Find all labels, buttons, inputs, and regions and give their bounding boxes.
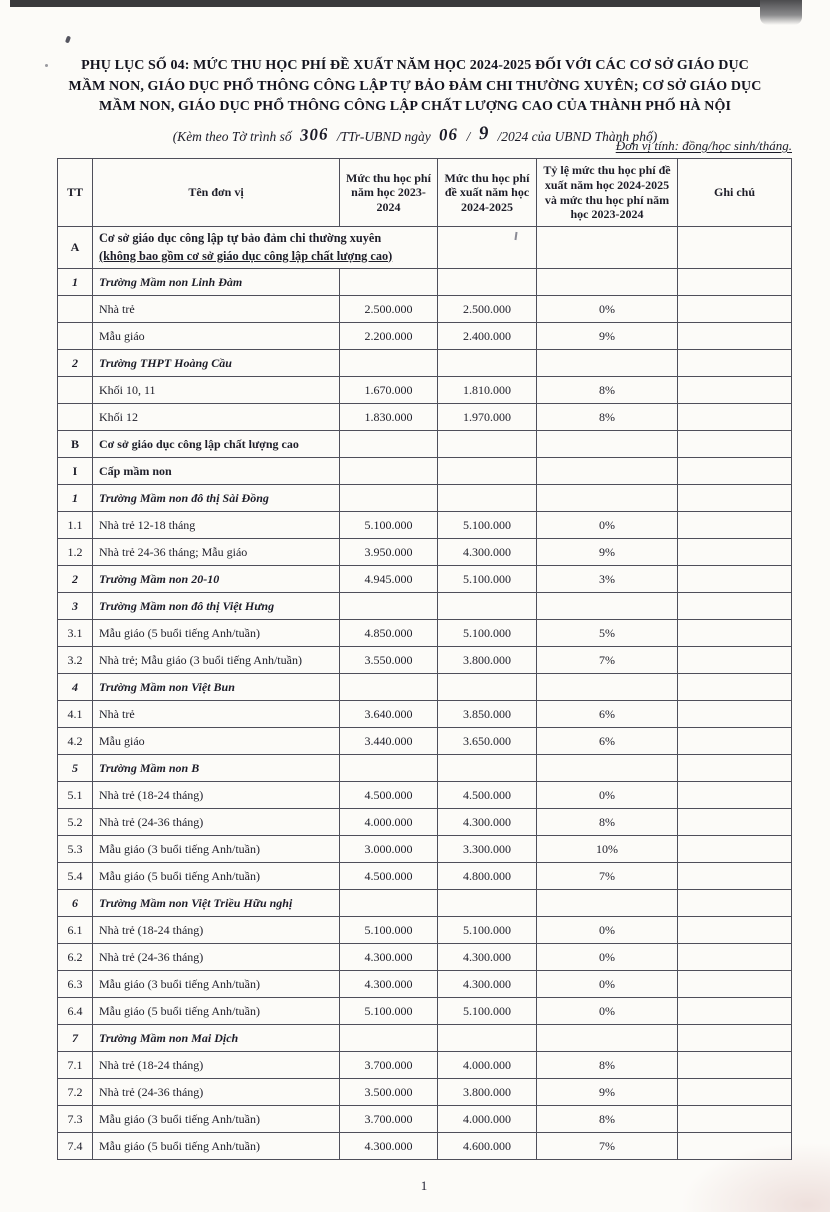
cell-name: Nhà trẻ 24-36 tháng; Mẫu giáo <box>93 539 340 566</box>
cell-tt <box>58 377 93 404</box>
cell-ratio <box>537 350 678 377</box>
cell-ratio <box>537 755 678 782</box>
cell-fee-2023 <box>340 890 438 917</box>
header-fee-2023: Mức thu học phí năm học 2023-2024 <box>340 159 438 227</box>
cell-name <box>93 227 438 269</box>
cell-note <box>678 512 792 539</box>
cell-note <box>678 1106 792 1133</box>
scan-speck <box>65 36 71 44</box>
cell-fee-2024: 3.650.000 <box>438 728 537 755</box>
cell-fee-2024: 3.300.000 <box>438 836 537 863</box>
cell-ratio: 0% <box>537 971 678 998</box>
cell-fee-2024: 4.800.000 <box>438 863 537 890</box>
cell-ratio: 5% <box>537 620 678 647</box>
cell-tt: 5.1 <box>58 782 93 809</box>
cell-tt: 4 <box>58 674 93 701</box>
table-row <box>58 971 792 998</box>
table-row <box>58 701 792 728</box>
title-line-1: PHỤ LỤC SỐ 04: MỨC THU HỌC PHÍ ĐỀ XUẤT NĂM HỌC 2024-2025 ĐỐI VỚI CÁC CƠ SỞ GIÁO DỤC <box>81 58 749 73</box>
cell-tt: 6 <box>58 890 93 917</box>
cell-fee-2024 <box>438 227 537 269</box>
cell-tt: 6.4 <box>58 998 93 1025</box>
cell-fee-2024: 4.300.000 <box>438 944 537 971</box>
cell-ratio <box>537 458 678 485</box>
table-row <box>58 728 792 755</box>
header-unit-name: Tên đơn vị <box>93 159 340 227</box>
handwritten-month: 9 <box>478 122 490 145</box>
cell-name: Trường Mầm non Mai Dịch <box>93 1025 340 1052</box>
cell-note <box>678 296 792 323</box>
cell-ratio: 0% <box>537 944 678 971</box>
cell-name: Mẫu giáo <box>93 728 340 755</box>
table-row <box>58 1052 792 1079</box>
table-body <box>58 227 792 1160</box>
cell-fee-2024: 5.100.000 <box>438 620 537 647</box>
cell-name: Nhà trẻ (24-36 tháng) <box>93 809 340 836</box>
cell-note <box>678 674 792 701</box>
cell-name: Nhà trẻ; Mẫu giáo (3 buổi tiếng Anh/tuần) <box>93 647 340 674</box>
cell-ratio <box>537 227 678 269</box>
cell-note <box>678 593 792 620</box>
table-row <box>58 593 792 620</box>
cell-tt: 2 <box>58 566 93 593</box>
cell-tt: 6.1 <box>58 917 93 944</box>
cell-name: Nhà trẻ (18-24 tháng) <box>93 1052 340 1079</box>
cell-fee-2023: 4.500.000 <box>340 782 438 809</box>
cell-fee-2024: 5.100.000 <box>438 566 537 593</box>
cell-note <box>678 917 792 944</box>
page-number: 1 <box>420 1178 428 1193</box>
table-row <box>58 1106 792 1133</box>
table-header-row <box>58 159 792 227</box>
cell-ratio <box>537 431 678 458</box>
cell-note <box>678 566 792 593</box>
cell-tt: 7.1 <box>58 1052 93 1079</box>
table-row <box>58 863 792 890</box>
table-row <box>58 620 792 647</box>
cell-fee-2024 <box>438 1025 537 1052</box>
cell-fee-2023: 3.700.000 <box>340 1052 438 1079</box>
cell-fee-2023 <box>340 593 438 620</box>
cell-fee-2023 <box>340 269 438 296</box>
table-row <box>58 944 792 971</box>
cell-fee-2024: 4.300.000 <box>438 971 537 998</box>
cell-fee-2023: 5.100.000 <box>340 512 438 539</box>
cell-note <box>678 539 792 566</box>
cell-fee-2023 <box>340 350 438 377</box>
cell-ratio: 9% <box>537 539 678 566</box>
cell-note <box>678 836 792 863</box>
cell-note <box>678 431 792 458</box>
table-row <box>58 1133 792 1160</box>
table-row <box>58 485 792 512</box>
table-row <box>58 890 792 917</box>
cell-name: Cơ sở giáo dục công lập chất lượng cao <box>93 431 340 458</box>
cell-note <box>678 404 792 431</box>
cell-note <box>678 227 792 269</box>
cell-name: Mẫu giáo (3 buổi tiếng Anh/tuần) <box>93 1106 340 1133</box>
table-row <box>58 296 792 323</box>
cell-ratio <box>537 485 678 512</box>
cell-name: Khối 10, 11 <box>93 377 340 404</box>
cell-name: Mẫu giáo (5 buổi tiếng Anh/tuần) <box>93 998 340 1025</box>
tuition-fee-table <box>57 158 792 1160</box>
cell-note <box>678 485 792 512</box>
cell-fee-2024: 5.100.000 <box>438 512 537 539</box>
scan-top-band <box>10 0 800 7</box>
cell-name: Mẫu giáo (3 buổi tiếng Anh/tuần) <box>93 971 340 998</box>
cell-fee-2024: 3.800.000 <box>438 647 537 674</box>
cell-fee-2023: 4.300.000 <box>340 944 438 971</box>
cell-fee-2023 <box>340 458 438 485</box>
cell-ratio: 0% <box>537 917 678 944</box>
cell-name: Trường Mầm non B <box>93 755 340 782</box>
cell-fee-2024: 3.800.000 <box>438 1079 537 1106</box>
cell-note <box>678 269 792 296</box>
handwritten-day: 06 <box>438 124 459 145</box>
cell-fee-2023: 3.640.000 <box>340 701 438 728</box>
table-row <box>58 1025 792 1052</box>
cell-fee-2023: 3.550.000 <box>340 647 438 674</box>
cell-fee-2023: 3.500.000 <box>340 1079 438 1106</box>
cell-fee-2024 <box>438 593 537 620</box>
cell-name: Cấp mầm non <box>93 458 340 485</box>
cell-fee-2023: 4.945.000 <box>340 566 438 593</box>
cell-fee-2023: 5.100.000 <box>340 917 438 944</box>
section-line-1: Cơ sở giáo dục công lập tự bảo đảm chi thường xuyên <box>99 230 382 245</box>
header-note: Ghi chú <box>678 159 792 227</box>
table-header <box>58 159 792 227</box>
cell-note <box>678 998 792 1025</box>
table-row <box>58 431 792 458</box>
cell-name: Mẫu giáo (3 buổi tiếng Anh/tuần) <box>93 836 340 863</box>
cell-note <box>678 323 792 350</box>
cell-fee-2024: 5.100.000 <box>438 998 537 1025</box>
cell-name: Trường Mầm non 20-10 <box>93 566 340 593</box>
cell-fee-2023: 5.100.000 <box>340 998 438 1025</box>
cell-ratio: 8% <box>537 404 678 431</box>
cell-fee-2023 <box>340 1025 438 1052</box>
cell-fee-2024: 1.810.000 <box>438 377 537 404</box>
cell-note <box>678 377 792 404</box>
cell-fee-2024: 3.850.000 <box>438 701 537 728</box>
cell-tt: 7.2 <box>58 1079 93 1106</box>
cell-tt <box>58 296 93 323</box>
cell-name: Trường THPT Hoàng Cầu <box>93 350 340 377</box>
cell-name: Nhà trẻ (18-24 tháng) <box>93 917 340 944</box>
table-row <box>58 998 792 1025</box>
subtitle-mid: /TTr-UBND ngày <box>336 129 431 144</box>
cell-tt: 3.2 <box>58 647 93 674</box>
cell-fee-2023: 1.670.000 <box>340 377 438 404</box>
table-row <box>58 404 792 431</box>
cell-fee-2023 <box>340 431 438 458</box>
cell-note <box>678 1133 792 1160</box>
table-row <box>58 323 792 350</box>
cell-fee-2023: 3.440.000 <box>340 728 438 755</box>
cell-note <box>678 728 792 755</box>
cell-fee-2024 <box>438 755 537 782</box>
cell-fee-2024 <box>438 431 537 458</box>
cell-note <box>678 890 792 917</box>
cell-ratio: 0% <box>537 782 678 809</box>
cell-fee-2023: 4.300.000 <box>340 1133 438 1160</box>
unit-note: Đơn vị tính: đồng/học sinh/tháng. <box>615 138 792 153</box>
cell-tt: 6.2 <box>58 944 93 971</box>
cell-fee-2023: 3.950.000 <box>340 539 438 566</box>
cell-fee-2024: 4.300.000 <box>438 809 537 836</box>
subtitle-separator: / <box>466 129 471 144</box>
cell-note <box>678 782 792 809</box>
cell-tt <box>58 404 93 431</box>
cell-ratio: 8% <box>537 809 678 836</box>
cell-fee-2023: 2.200.000 <box>340 323 438 350</box>
cell-note <box>678 701 792 728</box>
cell-ratio: 8% <box>537 1052 678 1079</box>
cell-name: Nhà trẻ (24-36 tháng) <box>93 944 340 971</box>
handwritten-doc-number: 306 <box>299 124 329 145</box>
cell-tt: 7 <box>58 1025 93 1052</box>
cell-name: Trường Mầm non đô thị Việt Hưng <box>93 593 340 620</box>
cell-note <box>678 1025 792 1052</box>
cell-ratio: 0% <box>537 296 678 323</box>
table-row <box>58 917 792 944</box>
cell-fee-2024 <box>438 350 537 377</box>
cell-tt <box>58 323 93 350</box>
table-row <box>58 269 792 296</box>
section-line-2: (không bao gồm cơ sở giáo dục công lập chất lượng cao) <box>99 248 393 263</box>
cell-note <box>678 944 792 971</box>
cell-note <box>678 863 792 890</box>
cell-name: Nhà trẻ (18-24 tháng) <box>93 782 340 809</box>
table-row <box>58 809 792 836</box>
cell-ratio: 7% <box>537 863 678 890</box>
cell-fee-2023: 2.500.000 <box>340 296 438 323</box>
cell-fee-2024 <box>438 674 537 701</box>
cell-name: Mẫu giáo <box>93 323 340 350</box>
cell-ratio: 9% <box>537 1079 678 1106</box>
cell-note <box>678 458 792 485</box>
cell-ratio: 7% <box>537 647 678 674</box>
cell-tt: B <box>58 431 93 458</box>
cell-name: Trường Mầm non đô thị Sài Đồng <box>93 485 340 512</box>
cell-fee-2023: 4.500.000 <box>340 863 438 890</box>
title-line-2: MẦM NON, GIÁO DỤC PHỔ THÔNG CÔNG LẬP TỰ BẢO ĐẢM CHI THƯỜNG XUYÊN; CƠ SỞ GIÁO DỤC <box>68 78 762 94</box>
header-fee-2024: Mức thu học phí đề xuất năm học 2024-2025 <box>438 159 537 227</box>
cell-fee-2024: 4.000.000 <box>438 1106 537 1133</box>
cell-name: Nhà trẻ 12-18 tháng <box>93 512 340 539</box>
cell-ratio: 0% <box>537 512 678 539</box>
cell-tt: 2 <box>58 350 93 377</box>
cell-ratio: 8% <box>537 377 678 404</box>
cell-fee-2024 <box>438 269 537 296</box>
table-row <box>58 350 792 377</box>
table-row <box>58 227 792 269</box>
cell-tt: 4.2 <box>58 728 93 755</box>
cell-ratio: 9% <box>537 323 678 350</box>
cell-tt: 3.1 <box>58 620 93 647</box>
table-row <box>58 674 792 701</box>
cell-name: Mẫu giáo (5 buổi tiếng Anh/tuần) <box>93 1133 340 1160</box>
cell-fee-2024: 1.970.000 <box>438 404 537 431</box>
cell-tt: 1.2 <box>58 539 93 566</box>
cell-fee-2024: 2.400.000 <box>438 323 537 350</box>
cell-tt: 7.4 <box>58 1133 93 1160</box>
cell-name: Mẫu giáo (5 buổi tiếng Anh/tuần) <box>93 620 340 647</box>
document-title <box>20 56 810 118</box>
cell-tt: 5.4 <box>58 863 93 890</box>
cell-ratio <box>537 1025 678 1052</box>
cell-ratio: 3% <box>537 566 678 593</box>
title-line-3: MẦM NON, GIÁO DỤC PHỔ THÔNG CÔNG LẬP CHẤT LƯỢNG CAO CỦA THÀNH PHỐ HÀ NỘI <box>98 99 732 114</box>
cell-fee-2024 <box>438 458 537 485</box>
cell-fee-2024: 4.000.000 <box>438 1052 537 1079</box>
cell-note <box>678 971 792 998</box>
cell-ratio <box>537 890 678 917</box>
cell-fee-2024 <box>438 890 537 917</box>
cell-name: Khối 12 <box>93 404 340 431</box>
table-row <box>58 539 792 566</box>
cell-name: Nhà trẻ <box>93 296 340 323</box>
cell-ratio: 10% <box>537 836 678 863</box>
cell-fee-2024: 4.600.000 <box>438 1133 537 1160</box>
subtitle-suffix: /2024 của UBND Thành phố) <box>497 129 658 144</box>
table-row <box>58 647 792 674</box>
cell-note <box>678 620 792 647</box>
cell-ratio: 8% <box>537 1106 678 1133</box>
cell-tt: 1.1 <box>58 512 93 539</box>
cell-name: Nhà trẻ <box>93 701 340 728</box>
table-row <box>58 1079 792 1106</box>
cell-fee-2023: 4.000.000 <box>340 809 438 836</box>
cell-ratio <box>537 593 678 620</box>
cell-name: Trường Mầm non Việt Triều Hữu nghị <box>93 890 340 917</box>
cell-fee-2024: 4.300.000 <box>438 539 537 566</box>
cell-tt: 3 <box>58 593 93 620</box>
cell-fee-2023: 1.830.000 <box>340 404 438 431</box>
cell-ratio <box>537 269 678 296</box>
table-row <box>58 836 792 863</box>
cell-fee-2023: 4.850.000 <box>340 620 438 647</box>
cell-ratio <box>537 674 678 701</box>
cell-tt: 6.3 <box>58 971 93 998</box>
cell-fee-2024: 4.500.000 <box>438 782 537 809</box>
cell-ratio: 6% <box>537 701 678 728</box>
table-row <box>58 458 792 485</box>
cell-tt: 5 <box>58 755 93 782</box>
cell-fee-2023: 3.000.000 <box>340 836 438 863</box>
table-row <box>58 782 792 809</box>
cell-note <box>678 647 792 674</box>
cell-note <box>678 755 792 782</box>
cell-tt: 5.2 <box>58 809 93 836</box>
scan-corner-blob <box>760 0 802 25</box>
subtitle-prefix: (Kèm theo Tờ trình số <box>172 129 292 144</box>
header-ratio: Tỷ lệ mức thu học phí đề xuất năm học 2024-2025 và mức thu học phí năm học 2023-2024 <box>537 159 678 227</box>
cell-name: Trường Mầm non Linh Đàm <box>93 269 340 296</box>
cell-fee-2023 <box>340 674 438 701</box>
cell-fee-2024: 2.500.000 <box>438 296 537 323</box>
cell-note <box>678 350 792 377</box>
table-row <box>58 755 792 782</box>
cell-tt: 1 <box>58 269 93 296</box>
cell-name: Trường Mầm non Việt Bun <box>93 674 340 701</box>
cell-fee-2023 <box>340 755 438 782</box>
cell-tt: 4.1 <box>58 701 93 728</box>
cell-name: Mẫu giáo (5 buổi tiếng Anh/tuần) <box>93 863 340 890</box>
cell-ratio: 0% <box>537 998 678 1025</box>
cell-note <box>678 1052 792 1079</box>
cell-tt: 7.3 <box>58 1106 93 1133</box>
table-row <box>58 377 792 404</box>
cell-ratio: 6% <box>537 728 678 755</box>
header-tt: TT <box>58 159 93 227</box>
cell-tt: I <box>58 458 93 485</box>
cell-fee-2024 <box>438 485 537 512</box>
table-row <box>58 566 792 593</box>
cell-note <box>678 1079 792 1106</box>
cell-fee-2023 <box>340 485 438 512</box>
cell-fee-2023: 3.700.000 <box>340 1106 438 1133</box>
cell-tt: 1 <box>58 485 93 512</box>
cell-ratio: 7% <box>537 1133 678 1160</box>
cell-note <box>678 809 792 836</box>
table-row <box>58 512 792 539</box>
cell-fee-2023: 4.300.000 <box>340 971 438 998</box>
cell-name: Nhà trẻ (24-36 tháng) <box>93 1079 340 1106</box>
cell-tt: 5.3 <box>58 836 93 863</box>
cell-tt: A <box>58 227 93 269</box>
cell-fee-2024: 5.100.000 <box>438 917 537 944</box>
